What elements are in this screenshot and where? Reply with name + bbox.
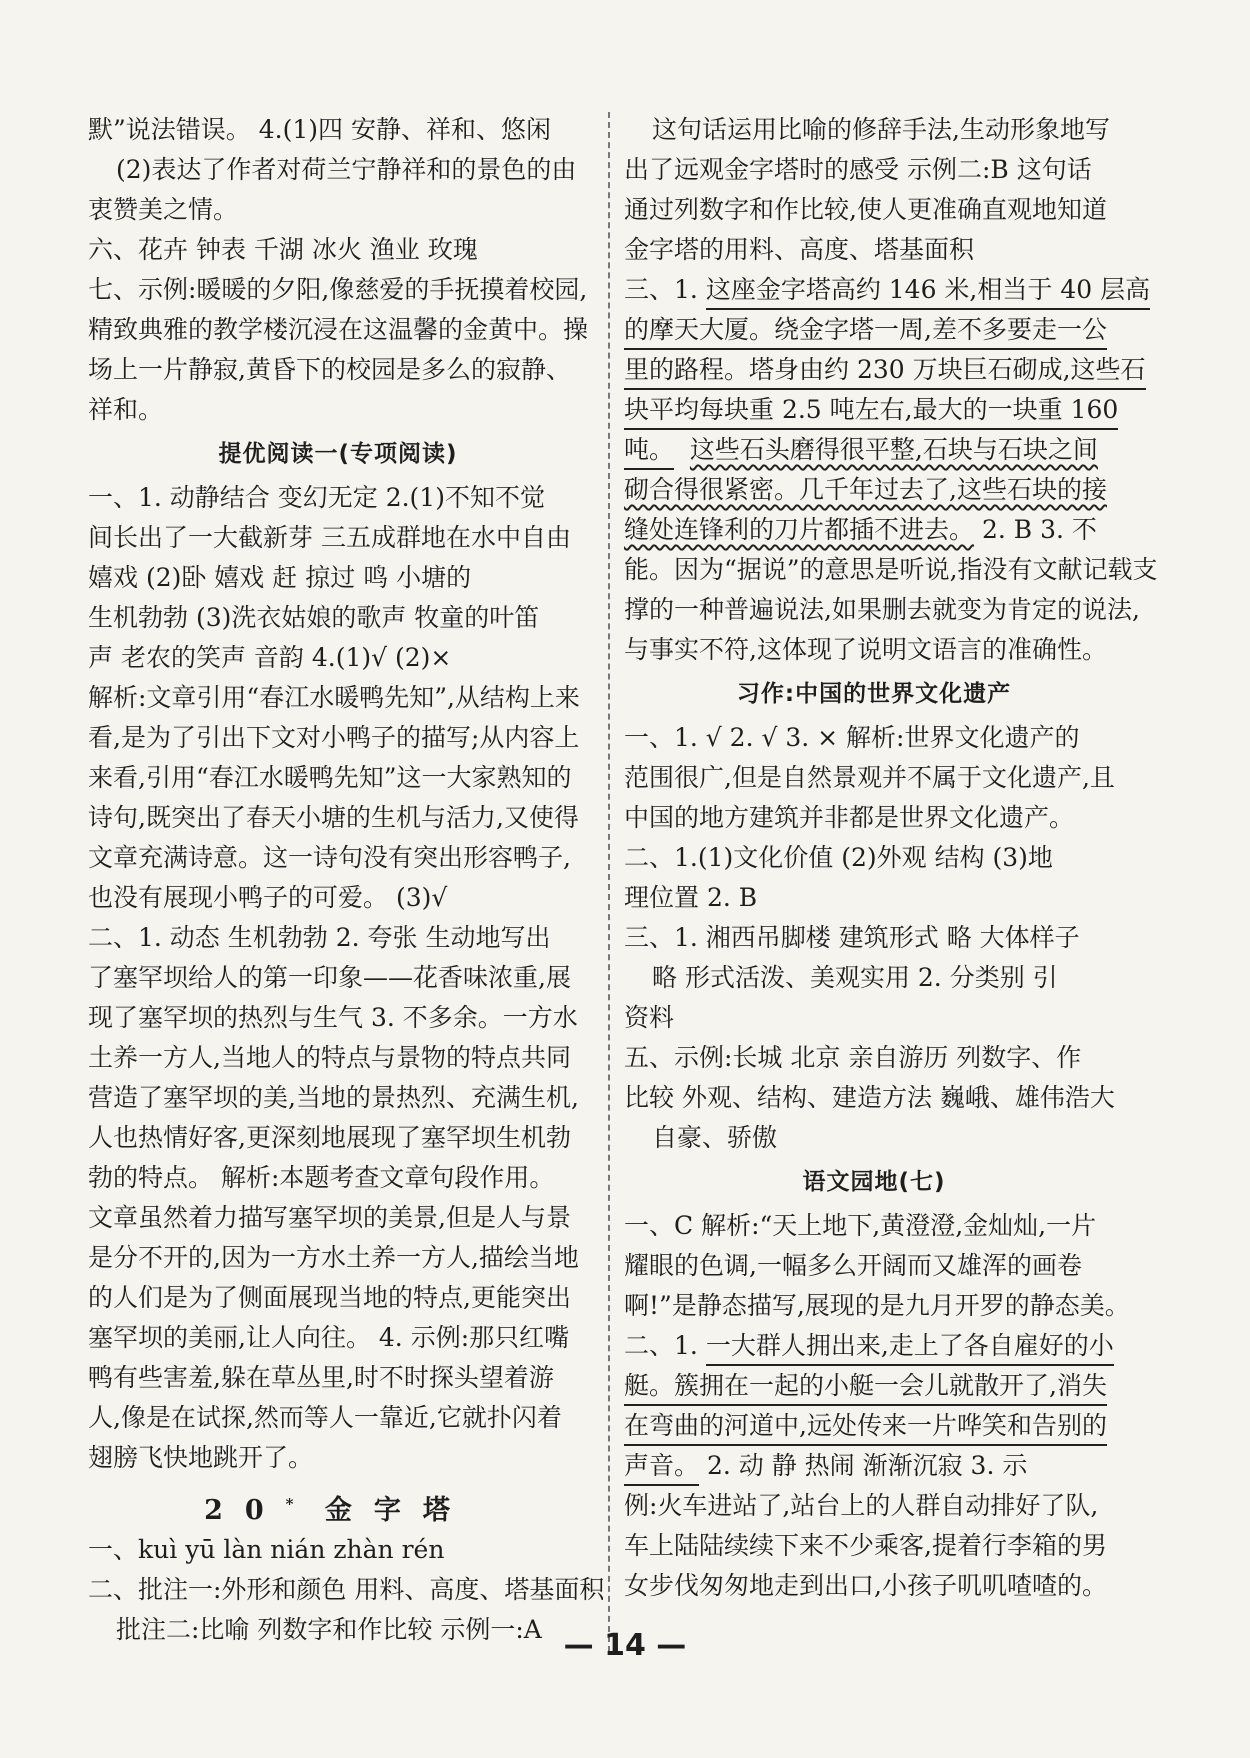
text-line: 通过列数字和作比较,使人更准确直观地知道 [624, 195, 1107, 224]
text-line: 例:火车进站了,站台上的人群自动排好了队, [624, 1491, 1099, 1520]
text-line [624, 510, 1124, 550]
text-line: 资料 [624, 1003, 675, 1032]
plain-text: 2. 动 静 热闹 渐渐沉寂 3. 示 [699, 1451, 1028, 1480]
lesson-name: 金字塔 [324, 1495, 472, 1526]
text-line: 是分不开的,因为一方水土养一方人,描绘当地 [88, 1243, 579, 1272]
text-line: 一、kuì yū làn nián zhàn rén [88, 1535, 445, 1564]
section-heading: 语文园地(七) [802, 1169, 946, 1195]
underlined-text: 块平均每块重 2.5 吨左右,最大的一块重 160 [624, 392, 1118, 430]
text-line: (2)表达了作者对荷兰宁静祥和的景色的由 [116, 155, 577, 184]
underlined-text: 的摩天大厦。绕金字塔一周,差不多要走一公 [624, 312, 1107, 350]
underlined-text: 声音。 [624, 1448, 699, 1486]
text-line [624, 1326, 1124, 1366]
plain-text: 2. B 3. 不 [974, 515, 1097, 544]
text-line: 三、1. 湘西吊脚楼 建筑形式 略 大体样子 [624, 923, 1080, 952]
text-line: 啊!”是静态描写,展现的是九月开罗的静态美。 [624, 1291, 1130, 1320]
text-line: 自豪、骄傲 [652, 1123, 778, 1152]
text-line: 祥和。 [88, 395, 164, 424]
text-line: 看,是为了引出下文对小鸭子的描写;从内容上 [88, 723, 580, 752]
text-line: 衷赞美之情。 [88, 195, 239, 224]
text-line: 人也热情好客,更深刻地展现了塞罕坝生机勃 [88, 1123, 571, 1152]
text-line: 中国的地方建筑并非都是世界文化遗产。 [624, 803, 1075, 832]
item-number: 二、1. [624, 1331, 706, 1360]
text-line: 范围很广,但是自然景观并不属于文化遗产,且 [624, 763, 1115, 792]
text-line: 略 形式活泼、美观实用 2. 分类别 引 [652, 963, 1058, 992]
underlined-text: 在弯曲的河道中,远处传来一片哗笑和告别的 [624, 1408, 1107, 1446]
wavy-underlined-text: 这些石头磨得很平整,石块与石块之间 [689, 435, 1098, 464]
text-line [624, 310, 1124, 350]
text-line: 来看,引用“春江水暖鸭先知”这一大家熟知的 [88, 763, 572, 792]
text-line: 文章充满诗意。这一诗句没有突出形容鸭子, [88, 843, 571, 872]
text-line [624, 1446, 1124, 1486]
text-line: 理位置 2. B [624, 883, 758, 912]
text-line: 五、示例:长城 北京 亲自游历 列数字、作 [624, 1043, 1082, 1072]
text-line: 诗句,既突出了春天小塘的生机与活力,又使得 [88, 803, 579, 832]
text-line: 金字塔的用料、高度、塔基面积 [624, 235, 975, 264]
text-line: 二、1. 动态 生机勃勃 2. 夸张 生动地写出 [88, 923, 551, 952]
text-line: 能。因为“据说”的意思是听说,指没有文献记载支 [624, 555, 1158, 584]
underlined-text: 这座金字塔高约 146 米,相当于 40 层高 [706, 272, 1150, 310]
text-line: 也没有展现小鸭子的可爱。 (3)√ [88, 883, 448, 912]
text-line: 一、1. √ 2. √ 3. × 解析:世界文化遗产的 [624, 723, 1080, 752]
text-line: 土养一方人,当地人的特点与景物的特点共同 [88, 1043, 571, 1072]
underlined-text: 一大群人拥出来,走上了各自雇好的小 [706, 1328, 1114, 1366]
text-line: 人,像是在试探,然而等人一靠近,它就扑闪着 [88, 1403, 562, 1432]
text-line: 二、1.(1)文化价值 (2)外观 结构 (3)地 [624, 843, 1053, 872]
text-line: 了塞罕坝给人的第一印象——花香味浓重,展 [88, 963, 571, 992]
page-number: — 14 — [563, 1628, 687, 1663]
column-divider [608, 112, 610, 1652]
text-line [624, 470, 1124, 510]
text-line: 的人们是为了侧面展现当地的特点,更能突出 [88, 1283, 571, 1312]
wavy-underlined-text: 缝处连锋利的刀片都插不进去。 [624, 515, 975, 544]
section-heading: 提优阅读一(专项阅读) [218, 441, 458, 467]
text-line: 耀眼的色调,一幅多么开阔而又雄浑的画卷 [624, 1251, 1082, 1280]
text-line: 场上一片静寂,黄昏下的校园是多么的寂静、 [88, 355, 571, 384]
text-line: 翅膀飞快地跳开了。 [88, 1443, 314, 1472]
text-line: 批注二:比喻 列数字和作比较 示例一:A [116, 1615, 542, 1644]
optional-mark: * [285, 1495, 294, 1513]
text-line: 鸭有些害羞,躲在草丛里,时不时探头望着游 [88, 1363, 554, 1392]
text-line: 默”说法错误。 4.(1)四 安静、祥和、悠闲 [88, 115, 551, 144]
text-line: 勃的特点。 解析:本题考查文章句段作用。 [88, 1163, 555, 1192]
lesson-title [88, 1478, 588, 1530]
lesson-number: 20 [204, 1495, 286, 1526]
text-line: 间长出了一大截新芽 三五成群地在水中自由 [88, 523, 571, 552]
text-line [624, 1406, 1124, 1446]
text-line: 一、1. 动静结合 变幻无定 2.(1)不知不觉 [88, 483, 545, 512]
right-column [624, 110, 1158, 1606]
text-line: 声 老农的笑声 音韵 4.(1)√ (2)× [88, 643, 452, 672]
text-line: 二、批注一:外形和颜色 用料、高度、塔基面积 [88, 1575, 605, 1604]
underlined-text: 吨。 [624, 432, 674, 470]
text-line: 七、示例:暖暖的夕阳,像慈爱的手抚摸着校园, [88, 275, 588, 304]
text-line: 营造了塞罕坝的美,当地的景热烈、充满生机, [88, 1083, 579, 1112]
section-heading: 习作:中国的世界文化遗产 [736, 681, 1012, 707]
text-line: 与事实不符,这体现了说明文语言的准确性。 [624, 635, 1107, 664]
text-line: 六、花卉 钟表 千湖 冰火 渔业 玫瑰 [88, 235, 478, 264]
text-line: 嬉戏 (2)卧 嬉戏 赶 掠过 鸣 小塘的 [88, 563, 472, 592]
text-line: 一、C 解析:“天上地下,黄澄澄,金灿灿,一片 [624, 1211, 1097, 1240]
text-line: 出了远观金字塔时的感受 示例二:B 这句话 [624, 155, 1092, 184]
text-line: 这句话运用比喻的修辞手法,生动形象地写 [652, 115, 1110, 144]
text-line: 文章虽然着力描写塞罕坝的美景,但是人与景 [88, 1203, 571, 1232]
left-column [88, 110, 605, 1650]
text-line: 解析:文章引用“春江水暖鸭先知”,从结构上来 [88, 683, 580, 712]
underlined-text: 里的路程。塔身由约 230 万块巨石砌成,这些石 [624, 352, 1146, 390]
text-line: 车上陆陆续续下来不少乘客,提着行李箱的男 [624, 1531, 1107, 1560]
text-line: 现了塞罕坝的热烈与生气 3. 不多余。一方水 [88, 1003, 578, 1032]
text-line [624, 270, 1151, 310]
text-line [624, 390, 1124, 430]
text-line: 生机勃勃 (3)洗衣姑娘的歌声 牧童的叶笛 [88, 603, 540, 632]
underlined-text: 艇。簇拥在一起的小艇一会儿就散开了,消失 [624, 1368, 1107, 1406]
text-line: 女步伐匆匆地走到出口,小孩子叽叽喳喳的。 [624, 1571, 1107, 1600]
text-line: 精致典雅的教学楼沉浸在这温馨的金黄中。操 [88, 315, 589, 344]
text-line [624, 430, 1124, 470]
text-line [624, 350, 1146, 390]
text-line: 比较 外观、结构、建造方法 巍峨、雄伟浩大 [624, 1083, 1115, 1112]
text-line: 撑的一种普遍说法,如果删去就变为肯定的说法, [624, 595, 1140, 624]
text-line [624, 1366, 1124, 1406]
item-number: 三、1. [624, 275, 706, 304]
text-line: 塞罕坝的美丽,让人向往。 4. 示例:那只红嘴 [88, 1323, 570, 1352]
wavy-underlined-text: 砌合得很紧密。几千年过去了,这些石块的接 [624, 475, 1107, 504]
